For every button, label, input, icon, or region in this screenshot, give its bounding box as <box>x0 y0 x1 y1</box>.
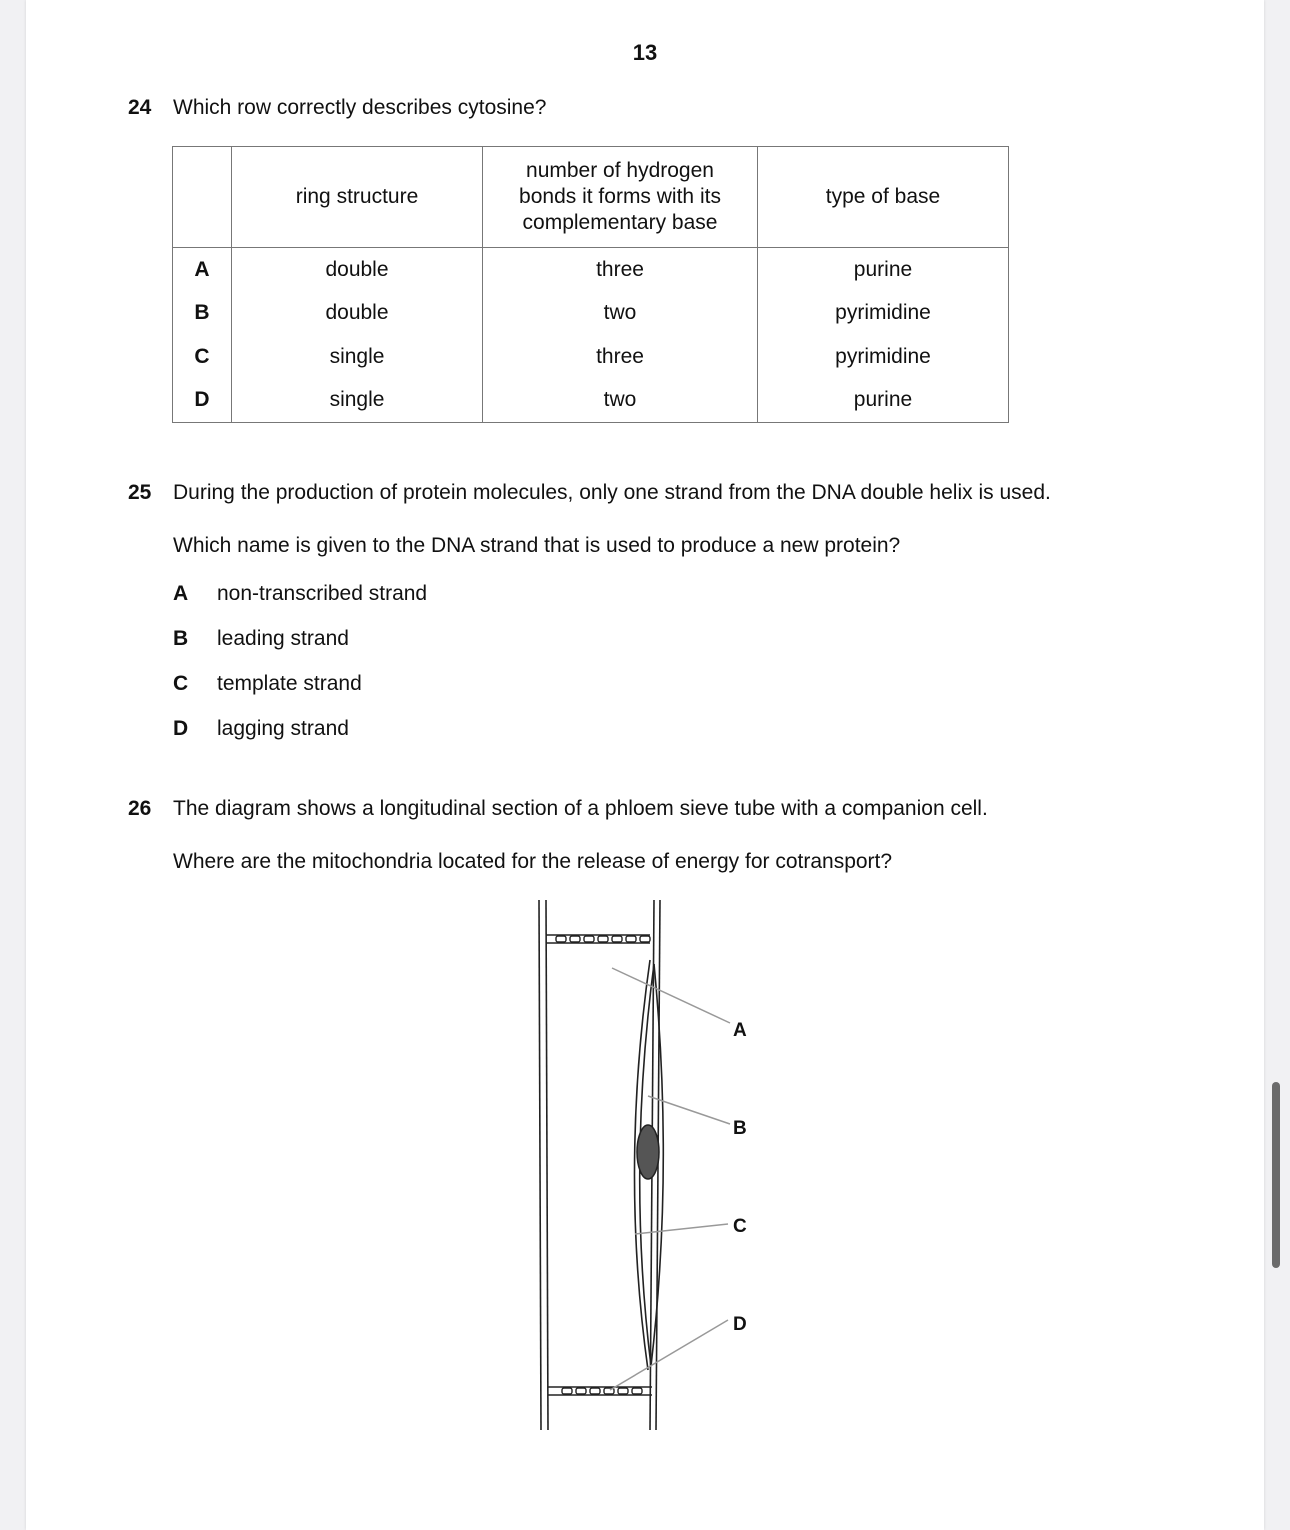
option-text: leading strand <box>217 627 349 650</box>
sieve-pore <box>598 936 608 942</box>
cell-ring: single <box>232 379 483 423</box>
sieve-plate-pores <box>556 936 650 1394</box>
option-letter: B <box>173 627 189 650</box>
pointer-line-c <box>635 1224 728 1234</box>
table-row <box>173 292 1009 336</box>
scrollbar-thumb[interactable] <box>1272 1082 1280 1268</box>
sieve-pore <box>562 1388 572 1394</box>
pointer-line-d <box>610 1320 728 1390</box>
option-letter: D <box>173 717 189 740</box>
option-text: non-transcribed strand <box>217 582 428 605</box>
cell-ring: single <box>232 335 483 379</box>
label-pointers <box>610 968 730 1390</box>
companion-cell-nucleus <box>637 1125 659 1179</box>
cell-bonds: three <box>483 335 758 379</box>
question-26-number: 26 <box>128 797 152 820</box>
cell-type: purine <box>758 379 1009 423</box>
option-letter: C <box>173 672 189 695</box>
phloem-sieve-tube-diagram <box>500 890 780 1440</box>
table-header-blank <box>173 147 232 248</box>
row-label: C <box>173 335 232 379</box>
table-header-bonds-text: number of hydrogen bonds it forms with its complementary base <box>519 159 721 234</box>
option-text: lagging strand <box>217 717 349 740</box>
sieve-pore <box>570 936 580 942</box>
option-text: template strand <box>217 672 362 695</box>
option-letter: A <box>173 582 189 605</box>
sieve-pore <box>556 936 566 942</box>
sieve-pore <box>632 1388 642 1394</box>
sieve-pore <box>618 1388 628 1394</box>
cell-ring: double <box>232 292 483 336</box>
question-25-number: 25 <box>128 481 152 504</box>
sieve-pore <box>576 1388 586 1394</box>
table-row <box>173 379 1009 423</box>
table-row <box>173 335 1009 379</box>
question-24-number: 24 <box>128 96 152 119</box>
table-header-ring: ring structure <box>232 147 483 248</box>
question-25-text: During the production of protein molecules, only one strand from the DNA double helix is used. <box>173 481 1051 504</box>
sieve-pore <box>640 936 650 942</box>
question-24-text: Which row correctly describes cytosine? <box>173 96 547 119</box>
diagram-label-c: C <box>733 1216 747 1237</box>
page-number: 13 <box>632 40 658 65</box>
question-26-text: The diagram shows a longitudinal section of a phloem sieve tube with a companion cell. <box>173 797 988 820</box>
sieve-pore <box>612 936 622 942</box>
cell-ring: double <box>232 248 483 292</box>
question-26-question: Where are the mitochondria located for the release of energy for cotransport? <box>173 850 893 873</box>
cell-bonds: three <box>483 248 758 292</box>
table-header-row <box>173 147 1009 248</box>
cell-type: pyrimidine <box>758 335 1009 379</box>
sieve-pore <box>584 936 594 942</box>
question-25-question: Which name is given to the DNA strand that is used to produce a new protein? <box>173 534 901 557</box>
cytosine-table <box>172 146 1009 423</box>
row-label: D <box>173 379 232 423</box>
diagram-label-a: A <box>733 1020 747 1041</box>
sieve-pore <box>590 1388 600 1394</box>
pointer-line-a <box>612 968 730 1023</box>
cell-bonds: two <box>483 379 758 423</box>
sieve-wall-left-inner <box>546 900 548 1430</box>
table-header-type: type of base <box>758 147 1009 248</box>
table-row <box>173 248 1009 292</box>
sieve-pore <box>626 936 636 942</box>
pointer-line-b <box>648 1096 730 1124</box>
cell-type: pyrimidine <box>758 292 1009 336</box>
table-header-bonds <box>483 147 758 248</box>
diagram-label-d: D <box>733 1314 747 1335</box>
row-label: B <box>173 292 232 336</box>
cell-bonds: two <box>483 292 758 336</box>
sieve-wall-left-outer <box>539 900 541 1430</box>
cell-type: purine <box>758 248 1009 292</box>
diagram-label-b: B <box>733 1118 747 1139</box>
row-label: A <box>173 248 232 292</box>
